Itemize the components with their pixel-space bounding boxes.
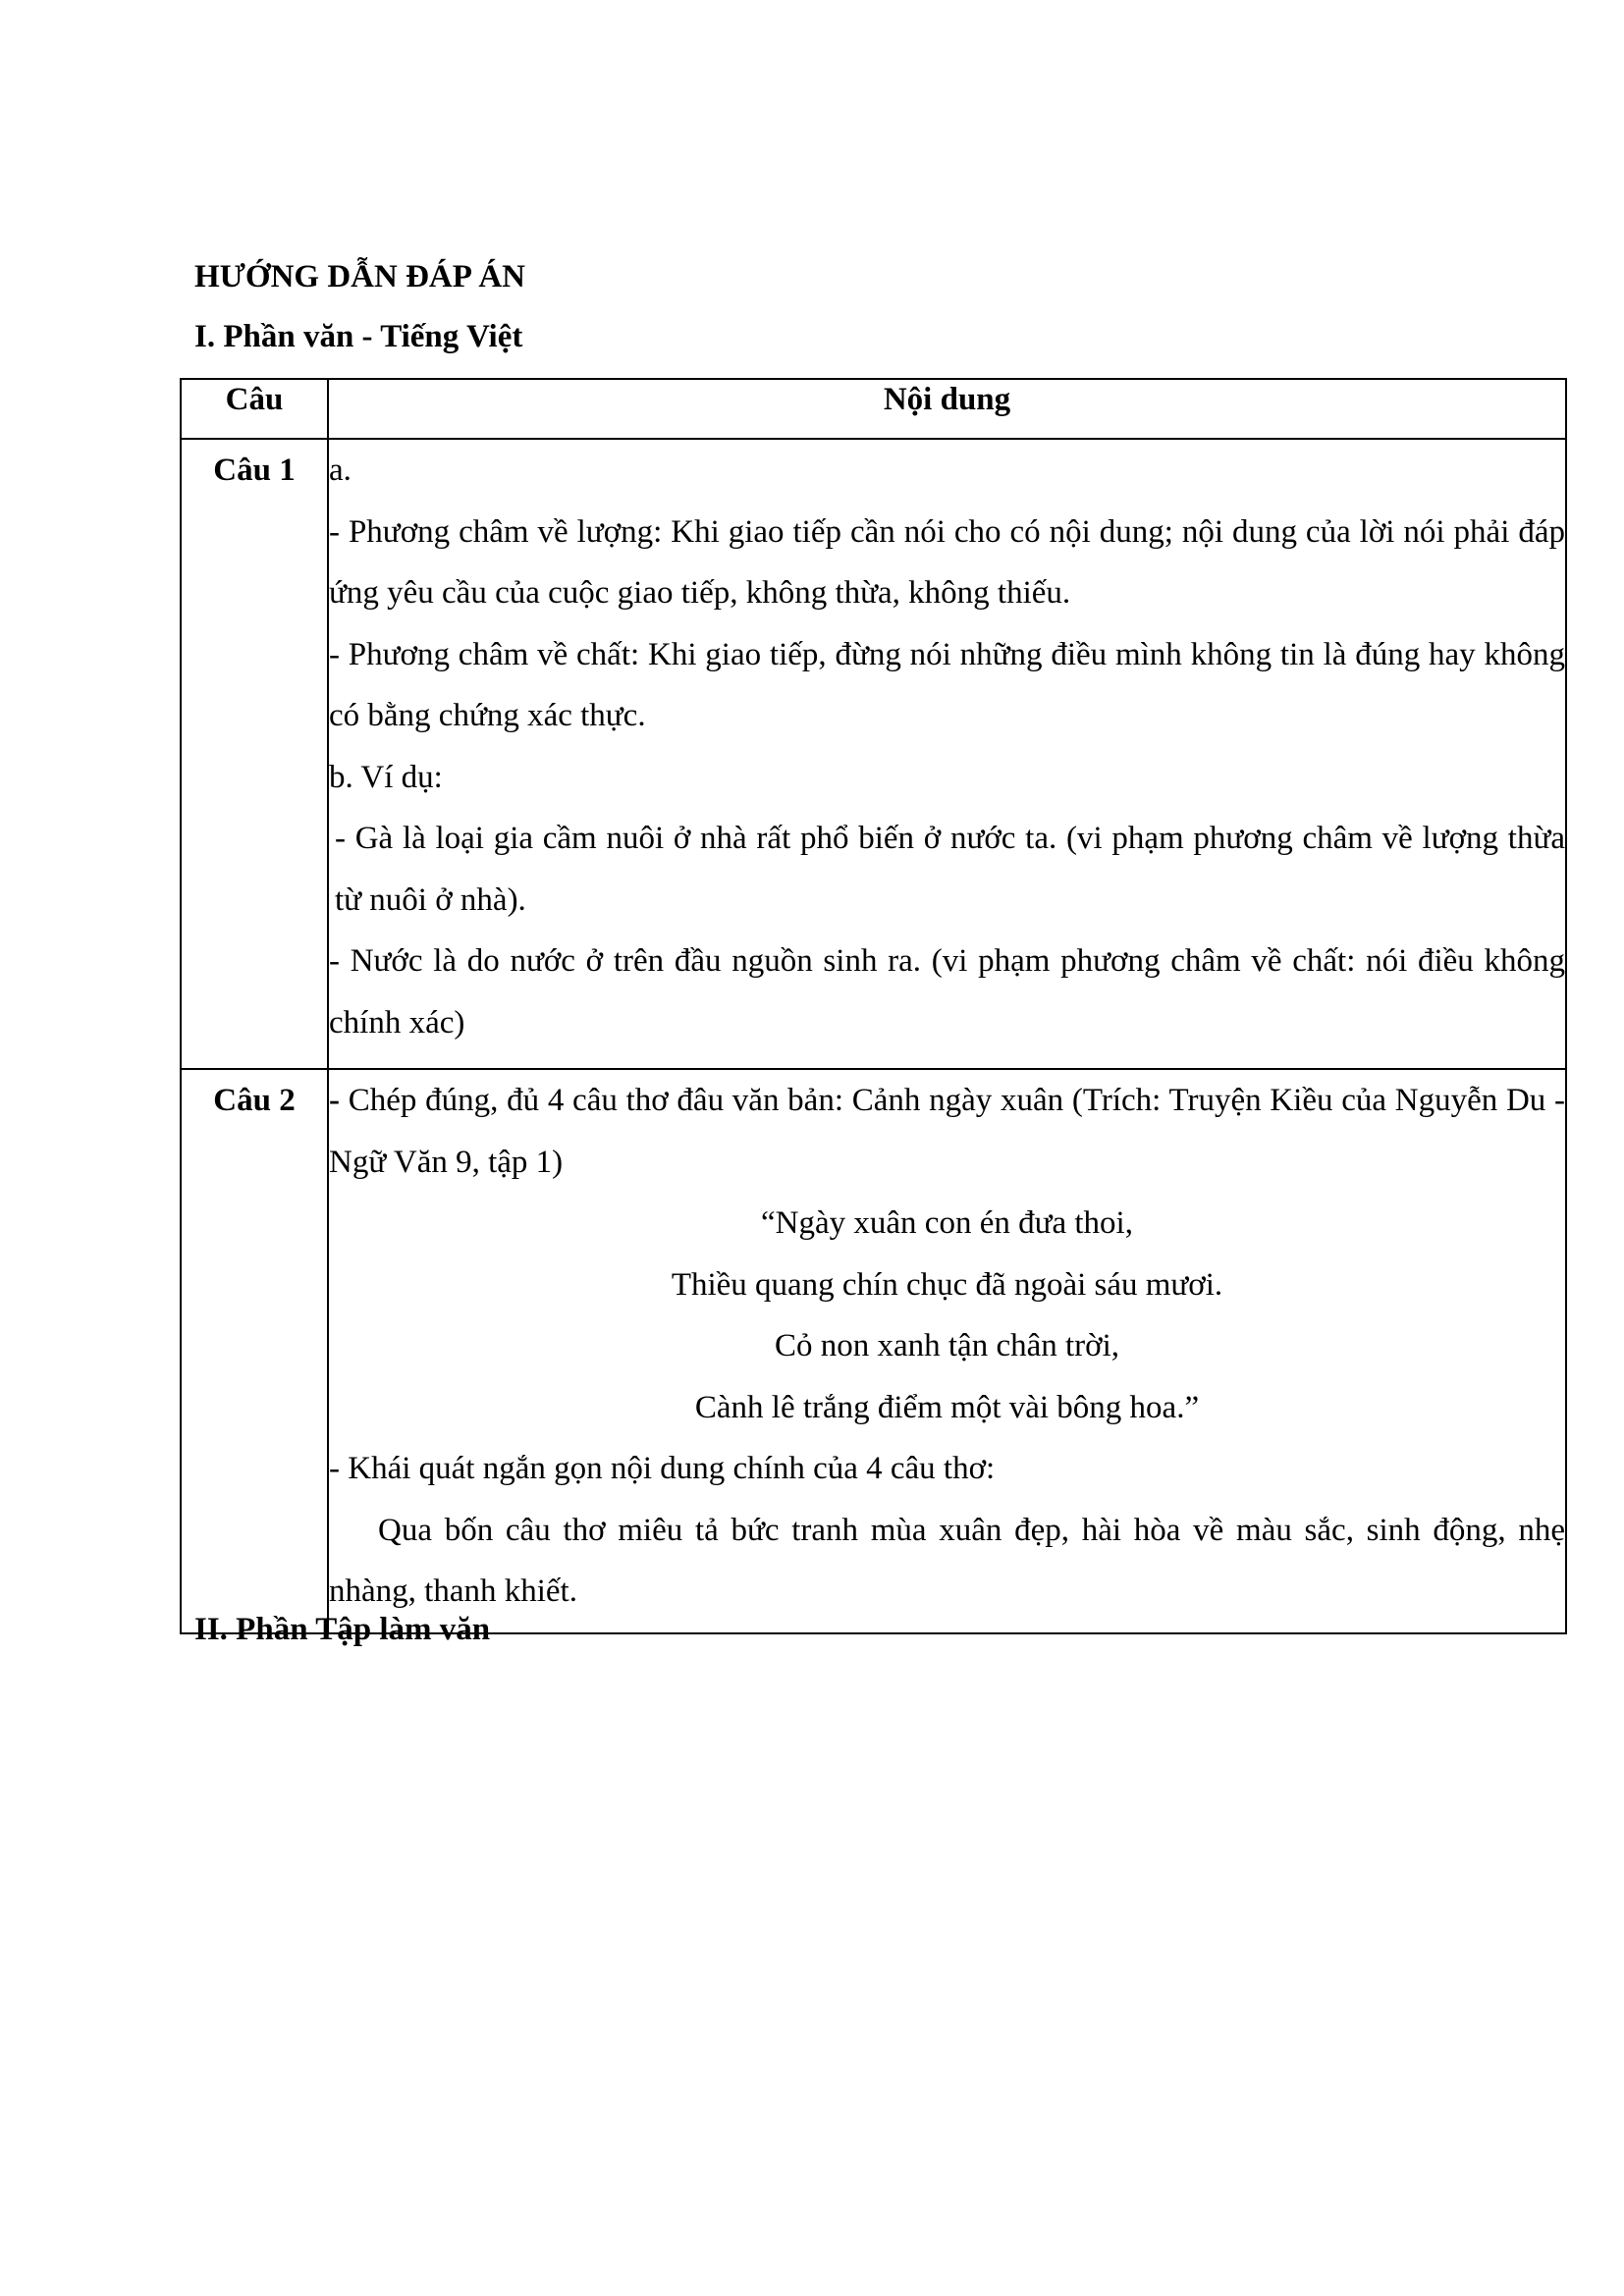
quantity-maxim-text: - Phương châm về lượng: Khi giao tiếp cần nói cho có nội dung; nội dung của lời nói phải đáp ứng yêu cầu của cuộc giao tiếp, không thừa, không thiếu. bbox=[329, 513, 1565, 611]
question-label: Câu 2 bbox=[181, 1069, 328, 1633]
section-heading-literature: I. Phần văn - Tiếng Việt bbox=[194, 319, 523, 354]
question-label: Câu 1 bbox=[181, 439, 328, 1069]
poem-line: Cành lê trắng điểm một vài bông hoa.” bbox=[694, 1389, 1200, 1425]
poem-line: Cỏ non xanh tận chân trời, bbox=[774, 1328, 1120, 1363]
poem-line: “Ngày xuân con én đưa thoi, bbox=[761, 1205, 1133, 1241]
copy-poem-text: Chép đúng, đủ 4 câu thơ đâu văn bản: Cảnh ngày xuân (Trích: Truyện Kiều của Nguyễn Du - Ngữ Văn 9, tập 1) bbox=[329, 1083, 1565, 1180]
example-two: - Nước là do nước ở trên đầu nguồn sinh ra. (vi phạm phương châm về chất: nói điều không chính xác) bbox=[329, 943, 1565, 1041]
poem-line: Thiều quang chín chục đã ngoài sáu mươi. bbox=[671, 1266, 1223, 1303]
answer-content bbox=[328, 439, 1566, 1069]
part-b-label: b. Ví dụ: bbox=[329, 759, 443, 795]
bullet-dash: - bbox=[329, 1083, 340, 1118]
page-title: HƯỚNG DẪN ĐÁP ÁN bbox=[194, 259, 526, 294]
header-content: Nội dung bbox=[328, 379, 1566, 439]
summary-text: Qua bốn câu thơ miêu tả bức tranh mùa xuân đẹp, hài hòa về màu sắc, sinh động, nhẹ nhàng, thanh khiết. bbox=[329, 1512, 1565, 1609]
table-row bbox=[181, 439, 1566, 1069]
section-heading-essay: II. Phần Tập làm văn bbox=[194, 1612, 491, 1647]
table-row bbox=[181, 1069, 1566, 1633]
example-one: - Gà là loại gia cầm nuôi ở nhà rất phổ biến ở nước ta. (vi phạm phương châm về lượng thừa từ nuôi ở nhà). bbox=[335, 821, 1565, 918]
part-a-label: a. bbox=[329, 453, 352, 488]
answer-table bbox=[180, 378, 1567, 1634]
table-header-row bbox=[181, 379, 1566, 439]
quality-maxim-text: - Phương châm về chất: Khi giao tiếp, đừng nói những điều mình không tin là đúng hay không có bằng chứng xác thực. bbox=[329, 636, 1565, 733]
header-question: Câu bbox=[181, 379, 328, 439]
summary-label: - Khái quát ngắn gọn nội dung chính của 4 câu thơ: bbox=[329, 1451, 996, 1486]
copy-poem-instruction bbox=[329, 1070, 1565, 1193]
answer-content bbox=[328, 1069, 1566, 1633]
